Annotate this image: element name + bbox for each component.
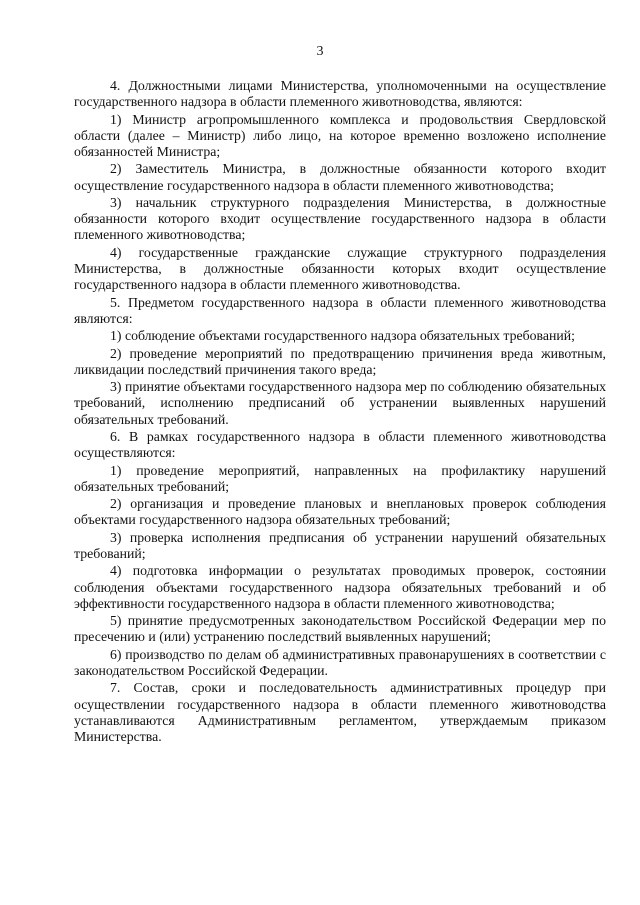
paragraph-6-item-6: 6) производство по делам об административных правонарушениях в соответствии с законодательством Российской Федерации. xyxy=(74,646,606,678)
paragraph-4-item-4: 4) государственные гражданские служащие структурного подразделения Министерства, в должностные обязанности которых входит осуществление государственного надзора в области племенного животноводства. xyxy=(74,244,606,293)
paragraph-5-item-3: 3) принятие объектами государственного надзора мер по соблюдению обязательных требований, исполнению предписаний об устранении выявленных нарушений обязательных требований. xyxy=(74,379,606,427)
paragraph-6-item-1: 1) проведение мероприятий, направленных на профилактику нарушений обязательных требований; xyxy=(74,462,606,494)
paragraph-4-intro: 4. Должностными лицами Министерства, уполномоченными на осуществление государственного надзора в области племенного животноводства, являются: xyxy=(74,78,606,110)
paragraph-6-item-2: 2) организация и проведение плановых и внеплановых проверок соблюдения объектами государственного надзора обязательных требований; xyxy=(74,496,606,528)
paragraph-6-item-4: 4) подготовка информации о результатах проводимых проверок, состоянии соблюдения объектами государственного надзора обязательных требований и об эффективности государственного надзора в области племенного животноводства; xyxy=(74,563,606,611)
paragraph-4-item-1: 1) Министр агропромышленного комплекса и продовольствия Свердловской области (далее – Министр) либо лицо, на которое временно возложено исполнение обязанностей Министра; xyxy=(74,111,606,159)
paragraph-4-item-3: 3) начальник структурного подразделения Министерства, в должностные обязанности которого входит осуществление государственного надзора в области племенного животноводства; xyxy=(74,194,606,243)
page-number: 3 xyxy=(316,44,324,59)
paragraph-7: 7. Состав, сроки и последовательность административных процедур при осуществлении государственного надзора в области племенного животноводства устанавливаются Административным регламентом, утверждаемым приказом Министерства. xyxy=(74,680,606,744)
paragraph-5-item-2: 2) проведение мероприятий по предотвращению причинения вреда животным, ликвидации последствий причинения такого вреда; xyxy=(74,345,606,377)
paragraph-5-intro: 5. Предметом государственного надзора в области племенного животноводства являются: xyxy=(74,294,606,326)
paragraph-6-intro: 6. В рамках государственного надзора в области племенного животноводства осуществляются: xyxy=(74,428,606,461)
paragraph-6-item-5: 5) принятие предусмотренных законодательством Российской Федерации мер по пресечению и (или) устранению последствий выявленных нарушений; xyxy=(74,613,606,645)
paragraph-4-item-2: 2) Заместитель Министра, в должностные обязанности которого входит осуществление государственного надзора в области племенного животноводства; xyxy=(74,161,606,193)
paragraph-5-item-1: 1) соблюдение объектами государственного надзора обязательных требований; xyxy=(110,328,575,344)
document-body xyxy=(74,78,606,746)
paragraph-6-item-3: 3) проверка исполнения предписания об устранении нарушений обязательных требований; xyxy=(74,529,606,561)
